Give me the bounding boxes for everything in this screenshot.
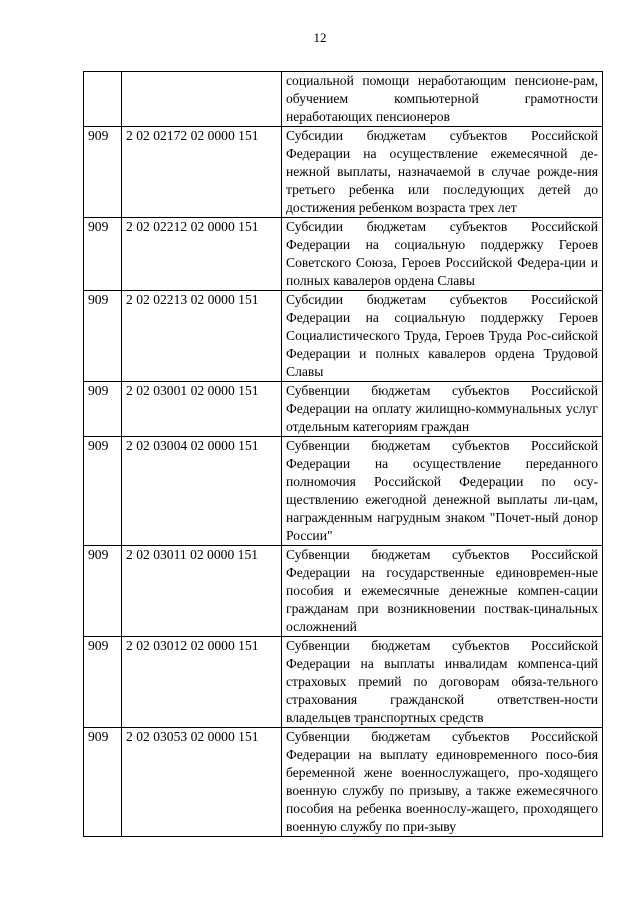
description-cell: социальной помощи неработающим пенсионе-рам, обучением компьютерной грамотности неработающих пенсионеров xyxy=(282,72,603,127)
classification-code-cell: 2 02 03001 02 0000 151 xyxy=(122,382,282,437)
classification-code-cell: 2 02 02213 02 0000 151 xyxy=(122,291,282,382)
classification-code-cell: 2 02 03053 02 0000 151 xyxy=(122,728,282,837)
description-cell: Субсидии бюджетам субъектов Российской Федерации на социальную поддержку Героев Социалистического Труда, Героев Труда Рос-сийской Федерации и полных кавалеров ордена Трудовой Славы xyxy=(282,291,603,382)
admin-code-cell xyxy=(84,72,122,127)
classification-code-cell: 2 02 03011 02 0000 151 xyxy=(122,546,282,637)
admin-code-cell: 909 xyxy=(84,546,122,637)
classification-code-cell: 2 02 03004 02 0000 151 xyxy=(122,437,282,546)
table-row xyxy=(84,218,603,291)
classification-code-cell: 2 02 02172 02 0000 151 xyxy=(122,127,282,218)
admin-code-cell: 909 xyxy=(84,218,122,291)
description-cell: Субвенции бюджетам субъектов Российской Федерации на выплаты инвалидам компенса-ций страховых премий по договорам обяза-тельного страхования гражданской ответствен-ности владельцев транспортных средств xyxy=(282,637,603,728)
classification-code-cell: 2 02 03012 02 0000 151 xyxy=(122,637,282,728)
description-cell: Субвенции бюджетам субъектов Российской Федерации на выплату единовременного посо-бия беременной жене военнослужащего, про-ходящего военную службу по призыву, а также ежемесячного пособия на ребенка военнослу-жащего, проходящего военную службу по при-зыву xyxy=(282,728,603,837)
table-row xyxy=(84,637,603,728)
table-row xyxy=(84,72,603,127)
classification-code-cell: 2 02 02212 02 0000 151 xyxy=(122,218,282,291)
description-cell: Субсидии бюджетам субъектов Российской Федерации на осуществление ежемесячной де-нежной выплаты, назначаемой в случае рожде-ния третьего ребенка или последующих детей до достижения ребенком возраста трех лет xyxy=(282,127,603,218)
table-row xyxy=(84,728,603,837)
admin-code-cell: 909 xyxy=(84,382,122,437)
classification-code-cell xyxy=(122,72,282,127)
admin-code-cell: 909 xyxy=(84,728,122,837)
budget-classification-table xyxy=(83,71,603,837)
table-row xyxy=(84,546,603,637)
table-row xyxy=(84,291,603,382)
table-row xyxy=(84,382,603,437)
description-cell: Субсидии бюджетам субъектов Российской Федерации на социальную поддержку Героев Советского Союза, Героев Российской Федера-ции и полных кавалеров ордена Славы xyxy=(282,218,603,291)
admin-code-cell: 909 xyxy=(84,127,122,218)
description-cell: Субвенции бюджетам субъектов Российской Федерации на оплату жилищно-коммунальных услуг отдельным категориям граждан xyxy=(282,382,603,437)
page-number: 12 xyxy=(313,30,327,45)
table-row xyxy=(84,437,603,546)
description-cell: Субвенции бюджетам субъектов Российской Федерации на осуществление переданного полномочия Российской Федерации по осу-ществлению ежегодной денежной выплаты ли-цам, награжденным нагрудным знаком "Почет-ный донор России" xyxy=(282,437,603,546)
description-cell: Субвенции бюджетам субъектов Российской Федерации на государственные единовремен-ные пособия и ежемесячные денежные компен-сации гражданам при возникновении поствак-цинальных осложнений xyxy=(282,546,603,637)
admin-code-cell: 909 xyxy=(84,637,122,728)
table-row xyxy=(84,127,603,218)
admin-code-cell: 909 xyxy=(84,437,122,546)
admin-code-cell: 909 xyxy=(84,291,122,382)
